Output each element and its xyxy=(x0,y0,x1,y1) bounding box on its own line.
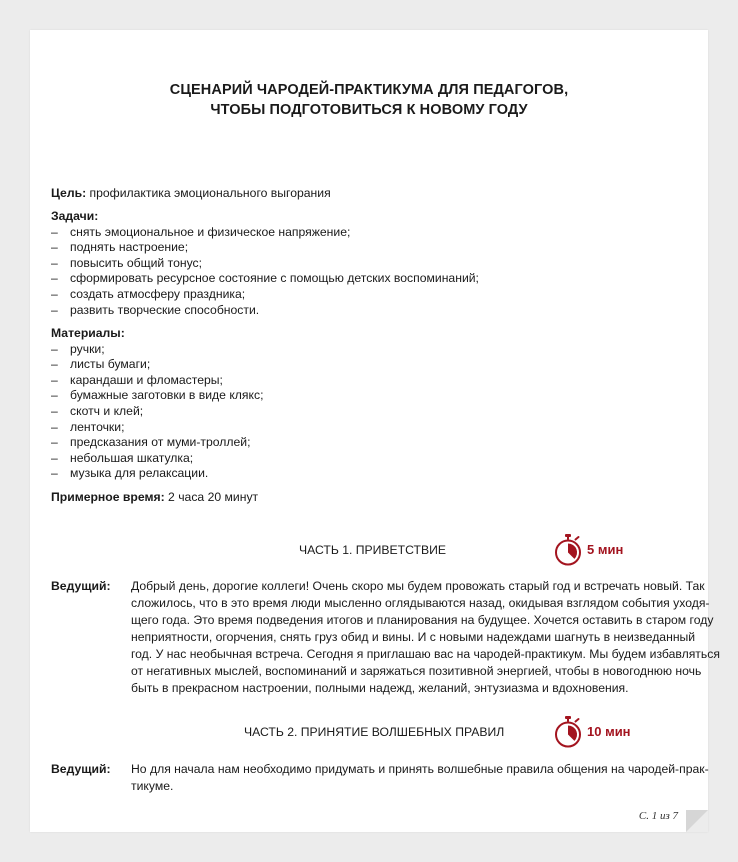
goal-block xyxy=(51,186,331,202)
list-item: – предсказания от муми-троллей; xyxy=(51,435,263,451)
page-fold-corner xyxy=(686,810,708,832)
speech-line: сложилось, что в это время люди мысленно оглядываются назад, окидывая взглядом события уходя- xyxy=(131,596,710,610)
goal-text: профилактика эмоционального выгорания xyxy=(89,186,331,200)
list-item: – повысить общий тонус; xyxy=(51,256,479,272)
section-title: ЧАСТЬ 1. ПРИВЕТСТВИЕ xyxy=(299,543,446,557)
speech-line: тикуме. xyxy=(131,779,174,793)
list-item: – снять эмоциональное и физическое напряжение; xyxy=(51,225,479,241)
goal-label: Цель: xyxy=(51,186,87,200)
speech-text xyxy=(131,578,720,697)
tasks-label: Задачи: xyxy=(51,209,99,223)
materials-label: Материалы: xyxy=(51,326,125,340)
section-header xyxy=(30,714,708,750)
speech-line: Но для начала нам необходимо придумать и принять волшебные правила общения на чародей-прак- xyxy=(131,762,709,776)
speech-line: Добрый день, дорогие коллеги! Очень скоро мы будем провожать старый год и встречать новый. Так xyxy=(131,579,705,593)
list-item: – музыка для релаксации. xyxy=(51,466,263,482)
list-item: – листы бумаги; xyxy=(51,357,263,373)
materials-block xyxy=(51,326,263,482)
section-header xyxy=(30,532,708,568)
list-item: – бумажные заготовки в виде клякс; xyxy=(51,388,263,404)
list-item: – карандаши и фломастеры; xyxy=(51,373,263,389)
list-item: – ленточки; xyxy=(51,420,263,436)
speech-line: год. У нас необычная встреча. Сегодня я приглашаю вас на чародей-практикум. Мы будем избавляться xyxy=(131,647,720,661)
speech-line: щего года. Это время подведения итогов и планирования на будущее. Хочется оставить в старом году xyxy=(131,613,714,627)
list-item: – создать атмосферу праздника; xyxy=(51,287,479,303)
list-item: – небольшая шкатулка; xyxy=(51,451,263,467)
stopwatch-icon xyxy=(552,714,584,750)
speech-text xyxy=(131,761,709,795)
document-title xyxy=(30,80,708,120)
list-item: – сформировать ресурсное состояние с помощью детских воспоминаний; xyxy=(51,271,479,287)
speaker-label: Ведущий: xyxy=(51,762,111,776)
time-text: 2 часа 20 минут xyxy=(168,490,259,504)
section-duration: 5 мин xyxy=(587,542,624,557)
speaker-label: Ведущий: xyxy=(51,579,111,593)
list-item: – развить творческие способности. xyxy=(51,303,479,319)
materials-list xyxy=(51,342,263,482)
title-line: СЦЕНАРИЙ ЧАРОДЕЙ-ПРАКТИКУМА ДЛЯ ПЕДАГОГОВ, xyxy=(169,82,569,98)
tasks-block xyxy=(51,209,479,318)
list-item: – скотч и клей; xyxy=(51,404,263,420)
time-label: Примерное время: xyxy=(51,490,165,504)
speech-line: неприятности, огорчения, снять груз обид и вины. И с новыми надеждами шагнуть в неизведанный xyxy=(131,630,696,644)
speech-line: от негативных мыслей, воспоминаний и заряжаться позитивной энергией, чтобы в новогоднюю ночь xyxy=(131,664,702,678)
list-item: – ручки; xyxy=(51,342,263,358)
section-duration: 10 мин xyxy=(587,724,631,739)
speech-line: быть в прекрасном настроении, полными надежд, желаний, энтузиазма и вдохновения. xyxy=(131,681,629,695)
time-block xyxy=(51,490,258,506)
tasks-list xyxy=(51,225,479,319)
document-page xyxy=(30,30,720,832)
section-title: ЧАСТЬ 2. ПРИНЯТИЕ ВОЛШЕБНЫХ ПРАВИЛ xyxy=(244,725,505,739)
stopwatch-icon xyxy=(552,532,584,568)
title-line: ЧТОБЫ ПОДГОТОВИТЬСЯ К НОВОМУ ГОДУ xyxy=(210,102,528,118)
page-number: С. 1 из 7 xyxy=(638,810,678,822)
list-item: – поднять настроение; xyxy=(51,240,479,256)
